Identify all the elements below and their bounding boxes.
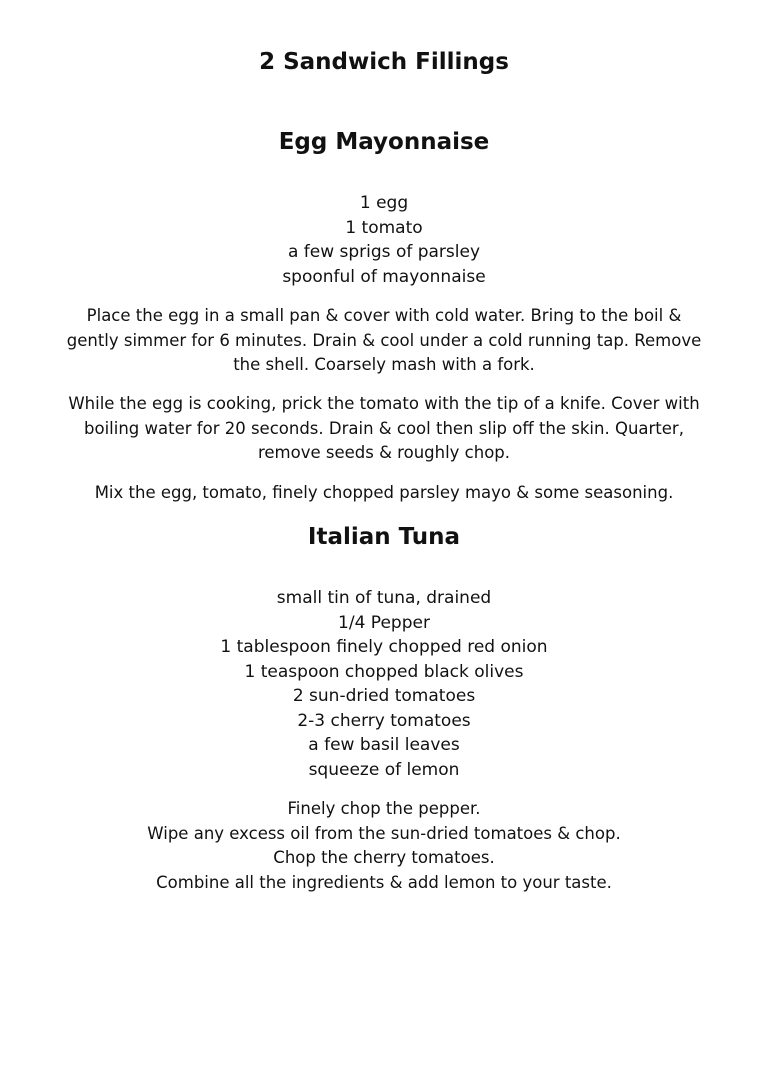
egg-mayonnaise-ingredients [0,191,768,289]
ingredient-item: spoonful of mayonnaise [282,266,486,287]
egg-method-paragraph: Mix the egg, tomato, finely chopped parsley mayo & some seasoning. [94,483,674,502]
ingredient-item: 1 teaspoon chopped black olives [244,661,524,682]
ingredient-item: squeeze of lemon [308,759,460,780]
egg-method-paragraph: While the egg is cooking, prick the tomato with the tip of a knife. Cover with boiling water for 20 seconds. Drain & cool then slip off the skin. Quarter, remove seeds & roughly chop. [68,394,700,462]
ingredient-item: 2-3 cherry tomatoes [297,710,471,731]
italian-tuna-method [0,797,768,895]
ingredient-item: 1 tablespoon finely chopped red onion [220,637,548,657]
ingredient-item: 2 sun-dried tomatoes [292,686,476,706]
ingredient-item: a few basil leaves [308,735,460,755]
egg-method-paragraph: Place the egg in a small pan & cover with cold water. Bring to the boil & gently simmer for 6 minutes. Drain & cool under a cold running tap. Remove the shell. Coarsely mash with a fork. [66,306,702,374]
italian-tuna-ingredients [0,586,768,782]
method-step: Chop the cherry tomatoes. [273,848,495,867]
method-step: Combine all the ingredients & add lemon to your taste. [156,872,612,892]
method-step: Wipe any excess oil from the sun-dried tomatoes & chop. [147,823,621,843]
ingredient-item: a few sprigs of parsley [287,242,481,262]
method-step: Finely chop the pepper. [287,799,481,818]
italian-tuna-title: Italian Tuna [307,524,461,550]
egg-mayonnaise-title: Egg Mayonnaise [278,129,490,155]
ingredient-item: 1/4 Pepper [338,612,430,633]
ingredient-item: small tin of tuna, drained [276,588,492,608]
ingredient-item: 1 egg [359,193,409,213]
ingredient-item: 1 tomato [345,217,423,238]
document-title: 2 Sandwich Fillings [259,49,509,75]
